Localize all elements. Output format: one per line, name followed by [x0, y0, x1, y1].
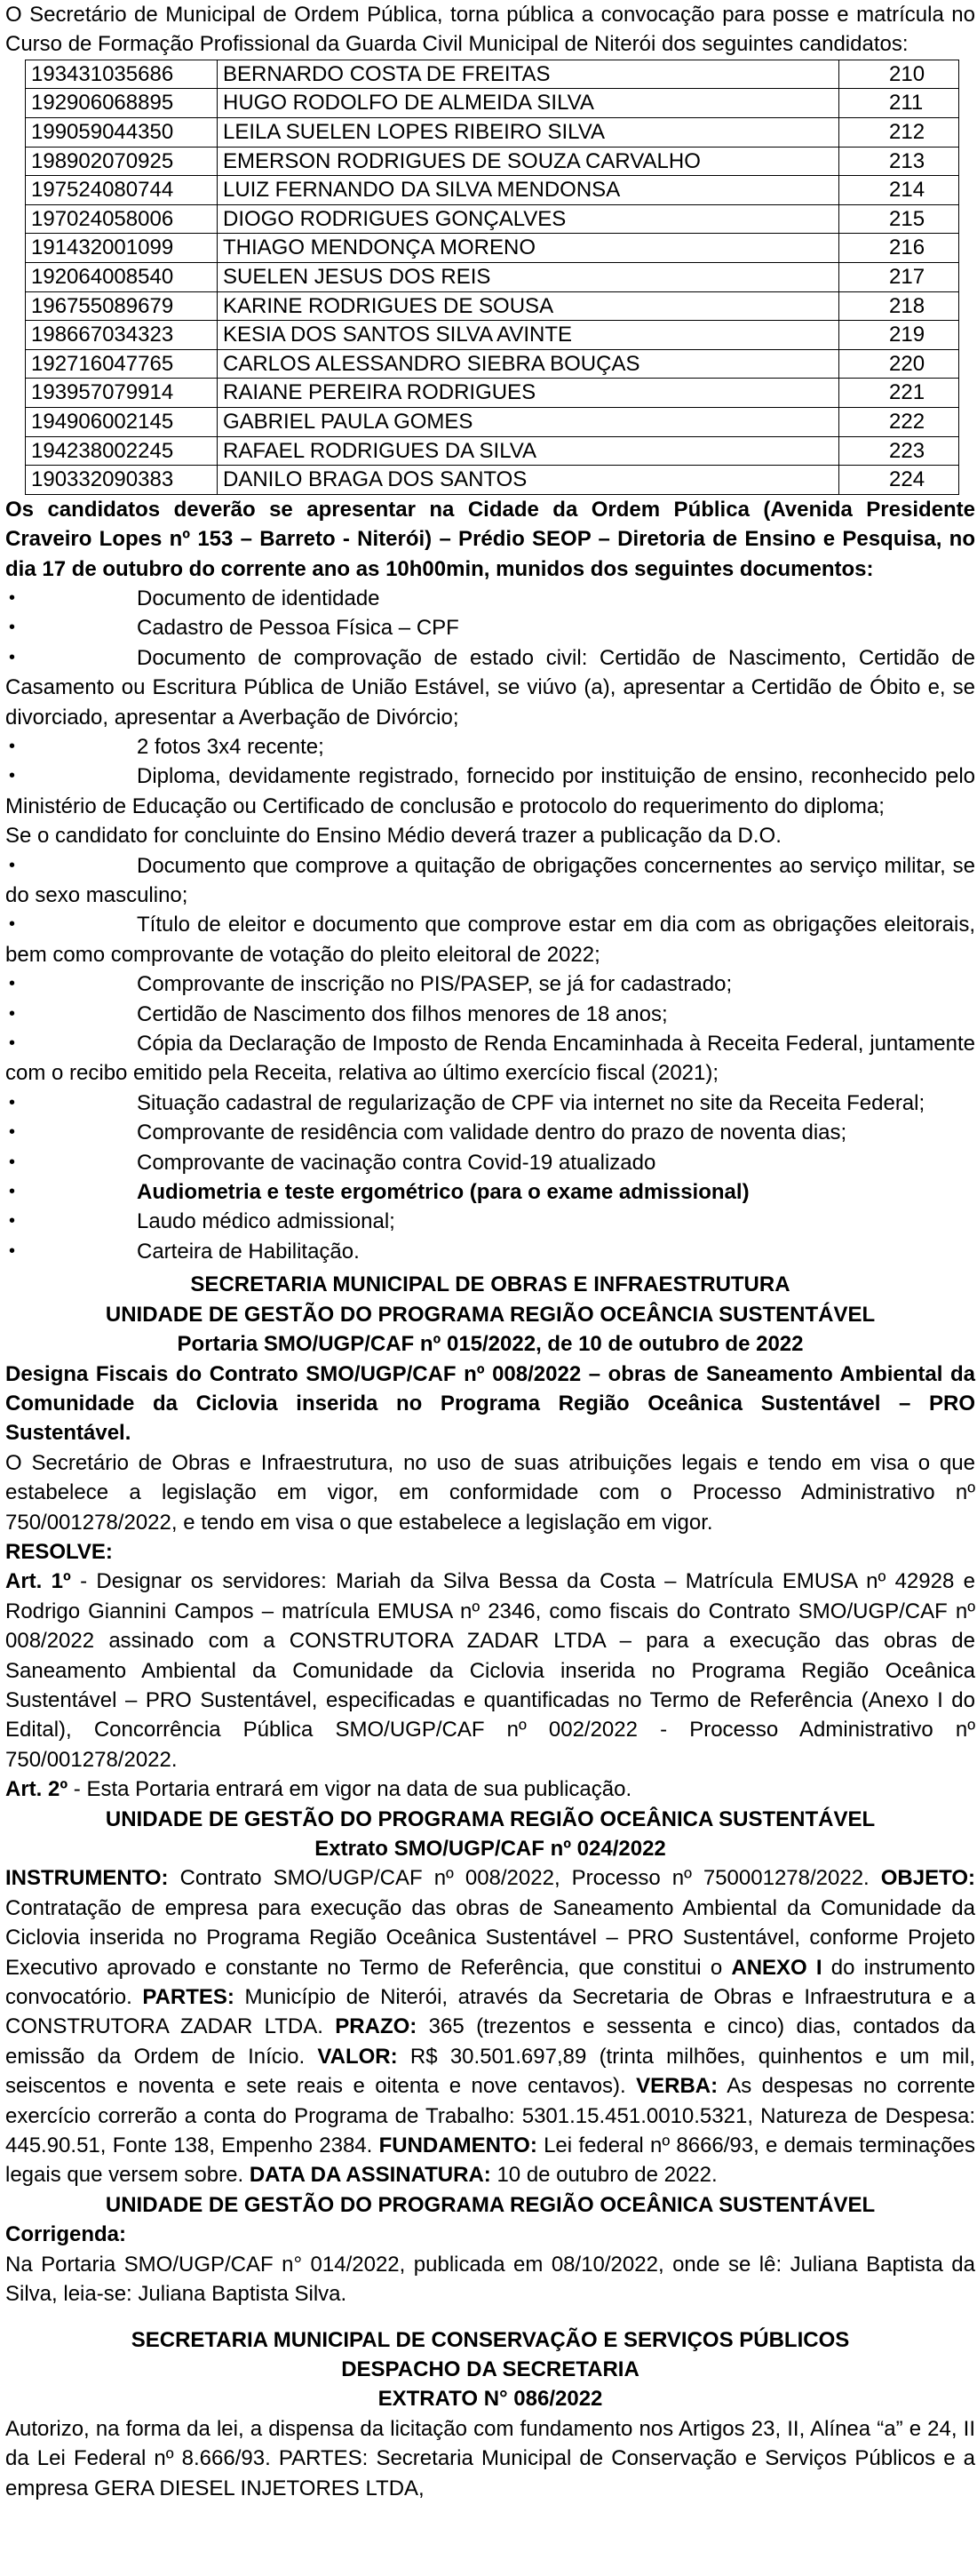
- candidates-table: [25, 60, 959, 495]
- table-row: [26, 234, 959, 263]
- candidate-name: DIOGO RODRIGUES GONÇALVES: [218, 204, 839, 234]
- candidate-name: RAIANE PEREIRA RODRIGUES: [218, 379, 839, 408]
- obras-heading: SECRETARIA MUNICIPAL DE OBRAS E INFRAESTRUTURA: [190, 1272, 790, 1297]
- candidate-name: HUGO RODOLFO DE ALMEIDA SILVA: [218, 89, 839, 118]
- list-item: [5, 910, 975, 969]
- list-item-text: Comprovante de vacinação contra Covid-19 atualizado: [137, 1150, 656, 1175]
- candidate-name: EMERSON RODRIGUES DE SOUZA CARVALHO: [218, 147, 839, 176]
- table-row: [26, 147, 959, 176]
- candidate-number: 218: [839, 291, 959, 321]
- candidate-id: 197024058006: [26, 204, 218, 234]
- obras-art2: [5, 1774, 975, 1804]
- candidate-id: 198902070925: [26, 147, 218, 176]
- candidate-number: 219: [839, 321, 959, 350]
- bullet-icon: •: [9, 914, 16, 935]
- list-item: [5, 1118, 975, 1147]
- candidate-id: 196755089679: [26, 291, 218, 321]
- art2-label: Art. 2º: [5, 1777, 68, 1802]
- documents-list: [5, 584, 975, 821]
- candidate-name: KARINE RODRIGUES DE SOUSA: [218, 291, 839, 321]
- list-item-text: Diploma, devidamente registrado, fornecido por instituição de ensino, reconhecido pelo Ministério de Educação ou Certificado de conclusão e protocolo do requerimento do diploma;: [5, 764, 975, 818]
- conservacao-heading: SECRETARIA MUNICIPAL DE CONSERVAÇÃO E SERVIÇOS PÚBLICOS: [131, 2327, 850, 2352]
- list-item: [5, 643, 975, 732]
- list-item: [5, 1089, 975, 1118]
- table-row: [26, 466, 959, 495]
- objeto-label: OBJETO:: [880, 1866, 975, 1891]
- partes-text: Município de Niterói, através da Secretaria de Obras e Infraestrutura e a CONSTRUTORA ZADAR LTDA.: [5, 1985, 975, 2039]
- list-item-text: Situação cadastral de regularização de CPF via internet no site da Receita Federal;: [137, 1090, 925, 1115]
- instrumento-label: INSTRUMENTO:: [5, 1866, 169, 1891]
- list-item: [5, 613, 975, 642]
- list-item: [5, 1177, 975, 1207]
- fundamento-label: FUNDAMENTO:: [378, 2133, 537, 2158]
- list-item: [5, 732, 975, 762]
- partes-label: PARTES:: [142, 1985, 234, 2010]
- bullet-icon: •: [9, 1240, 16, 1261]
- obras-body: O Secretário de Obras e Infraestrutura, no uso de suas atribuições legais e tendo em visa o que estabelece a legislação em vigor, em conformidade com o Processo Administrativo nº 750/001278/2022, e tendo em visa o que estabelece a legislação em vigor.: [5, 1450, 975, 1535]
- candidate-number: 214: [839, 176, 959, 205]
- list-item-text: Título de eleitor e documento que comprove estar em dia com as obrigações eleitorais, bem como comprovante de votação do pleito eleitoral de 2022;: [5, 913, 975, 967]
- candidate-number: 223: [839, 436, 959, 466]
- verba-text: As despesas no corrente exercício correrão a conta do Programa de Trabalho: 5301.15.451.0010.5321, Natureza de Despesa: 445.90.51, Fonte 138, Empenho 2384.: [5, 2074, 975, 2158]
- anexo-label: ANEXO I: [731, 1955, 822, 1980]
- bullet-icon: •: [9, 1152, 16, 1172]
- list-item-text: 2 fotos 3x4 recente;: [137, 734, 324, 759]
- documents-list-bold: [5, 1177, 975, 1207]
- documents-note: Se o candidato for concluinte do Ensino Médio deverá trazer a publicação da D.O.: [5, 824, 782, 849]
- candidate-number: 215: [839, 204, 959, 234]
- prazo-text: 365 (trezentos e sessenta e cinco) dias, contados da emissão da Ordem de Início.: [5, 2014, 975, 2069]
- bullet-icon: •: [9, 1182, 16, 1202]
- obras-resolve: RESOLVE:: [5, 1539, 113, 1564]
- bullet-icon: •: [9, 587, 16, 608]
- list-item: [5, 584, 975, 613]
- candidate-number: 212: [839, 118, 959, 148]
- bullet-icon: •: [9, 766, 16, 786]
- candidate-name: KESIA DOS SANTOS SILVA AVINTE: [218, 321, 839, 350]
- table-row: [26, 262, 959, 291]
- corrigenda-text: Na Portaria SMO/UGP/CAF n° 014/2022, publicada em 08/10/2022, onde se lê: Juliana Baptista da Silva, leia-se: Juliana Baptista Silva.: [5, 2252, 975, 2307]
- obras-designa: Designa Fiscais do Contrato SMO/UGP/CAF nº 008/2022 – obras de Saneamento Ambiental da Comunidade da Ciclovia inserida no Programa Região Oceânica Sustentável – PRO Sustentável.: [5, 1361, 975, 1446]
- candidate-number: 216: [839, 234, 959, 263]
- bullet-icon: •: [9, 1092, 16, 1113]
- list-item: [5, 851, 975, 911]
- candidate-name: CARLOS ALESSANDRO SIEBRA BOUÇAS: [218, 349, 839, 379]
- candidate-name: THIAGO MENDONÇA MORENO: [218, 234, 839, 263]
- art2-text: - Esta Portaria entrará em vigor na data de sua publicação.: [68, 1777, 632, 1802]
- candidate-id: 190332090383: [26, 466, 218, 495]
- bullet-icon: •: [9, 1211, 16, 1232]
- table-row: [26, 60, 959, 89]
- candidate-number: 211: [839, 89, 959, 118]
- extrato-heading: Extrato SMO/UGP/CAF nº 024/2022: [314, 1837, 666, 1861]
- documents-list-final: [5, 1207, 975, 1266]
- list-item: [5, 1000, 975, 1029]
- verba-label: VERBA:: [636, 2074, 719, 2099]
- data-assinatura-text: 10 de outubro de 2022.: [490, 2163, 718, 2188]
- instrumento-text: Contrato SMO/UGP/CAF nº 008/2022, Processo nº 750001278/2022.: [168, 1866, 881, 1891]
- list-item-text: Audiometria e teste ergométrico (para o exame admissional): [137, 1180, 750, 1205]
- list-item: [5, 762, 975, 821]
- bullet-icon: •: [9, 974, 16, 994]
- extrato-paragraph: [5, 1863, 975, 2189]
- list-item-text: Cadastro de Pessoa Física – CPF: [137, 616, 459, 641]
- table-row: [26, 118, 959, 148]
- list-item-text: Carteira de Habilitação.: [137, 1239, 360, 1264]
- obras-unit-heading: UNIDADE DE GESTÃO DO PROGRAMA REGIÃO OCEÂNCIA SUSTENTÁVEL: [105, 1302, 876, 1327]
- corrigenda-label: Corrigenda:: [5, 2222, 127, 2247]
- list-item-text: Documento de comprovação de estado civil: Certidão de Nascimento, Certidão de Casamento ou Escritura Pública de União Estável, se viúvo (a), apresentar a Certidão de Óbito e, se divorciado, apresentar a Averbação de Divórcio;: [5, 645, 975, 730]
- candidate-name: DANILO BRAGA DOS SANTOS: [218, 466, 839, 495]
- prazo-label: PRAZO:: [335, 2014, 417, 2039]
- candidate-id: 194238002245: [26, 436, 218, 466]
- bullet-icon: •: [9, 855, 16, 875]
- candidate-id: 192716047765: [26, 349, 218, 379]
- candidate-name: GABRIEL PAULA GOMES: [218, 407, 839, 436]
- table-row: [26, 407, 959, 436]
- candidate-number: 213: [839, 147, 959, 176]
- list-item-text: Comprovante de inscrição no PIS/PASEP, se já for cadastrado;: [137, 972, 733, 997]
- list-item-text: Cópia da Declaração de Imposto de Renda Encaminhada à Receita Federal, juntamente com o recibo emitido pela Receita, relativa ao último exercício fiscal (2021);: [5, 1032, 975, 1086]
- table-row: [26, 176, 959, 205]
- candidate-id: 198667034323: [26, 321, 218, 350]
- extrato-unit-heading: UNIDADE DE GESTÃO DO PROGRAMA REGIÃO OCEÂNICA SUSTENTÁVEL: [105, 1806, 876, 1831]
- conservacao-text: Autorizo, na forma da lei, a dispensa da licitação com fundamento nos Artigos 23, II, Alínea “a” e 24, II da Lei Federal nº 8.666/93. PARTES: Secretaria Municipal de Conservação e Serviços Públicos e a empresa GERA DIESEL INJETORES LTDA,: [5, 2416, 975, 2500]
- candidate-number: 221: [839, 379, 959, 408]
- bullet-icon: •: [9, 736, 16, 756]
- objeto-text-2: do instrumento convocatório.: [5, 1955, 976, 2010]
- intro-paragraph: O Secretário de Municipal de Ordem Pública, torna pública a convocação para posse e matrícula no Curso de Formação Profissional da Guarda Civil Municipal de Niterói dos seguintes candidatos:: [5, 3, 975, 57]
- candidate-name: RAFAEL RODRIGUES DA SILVA: [218, 436, 839, 466]
- candidate-name: SUELEN JESUS DOS REIS: [218, 262, 839, 291]
- candidate-id: 199059044350: [26, 118, 218, 148]
- candidate-id: 191432001099: [26, 234, 218, 263]
- candidate-number: 220: [839, 349, 959, 379]
- candidate-name: BERNARDO COSTA DE FREITAS: [218, 60, 839, 89]
- list-item-text: Documento de identidade: [137, 586, 380, 610]
- table-row: [26, 89, 959, 118]
- candidate-name: LUIZ FERNANDO DA SILVA MENDONSA: [218, 176, 839, 205]
- obras-portaria-heading: Portaria SMO/UGP/CAF nº 015/2022, de 10 de outubro de 2022: [177, 1332, 804, 1357]
- art1-label: Art. 1º: [5, 1569, 71, 1594]
- objeto-text: Contratação de empresa para execução das obras de Saneamento Ambiental da Comunidade da Ciclovia inserida no Programa Região Oceânica Sustentável – PRO Sustentável, conforme Projeto Executivo aprovado e constante no Termo de Referência, que constitui o: [5, 1895, 975, 1980]
- table-row: [26, 204, 959, 234]
- bullet-icon: •: [9, 618, 16, 638]
- list-item-text: Certidão de Nascimento dos filhos menores de 18 anos;: [137, 1001, 668, 1026]
- candidate-id: 194906002145: [26, 407, 218, 436]
- list-item-text: Comprovante de residência com validade dentro do prazo de noventa dias;: [137, 1121, 847, 1145]
- candidate-number: 210: [839, 60, 959, 89]
- list-item: [5, 1148, 975, 1177]
- corrigenda-unit-heading: UNIDADE DE GESTÃO DO PROGRAMA REGIÃO OCEÂNICA SUSTENTÁVEL: [105, 2192, 876, 2217]
- bullet-icon: •: [9, 647, 16, 667]
- documents-list-continued: [5, 851, 975, 1177]
- list-item: [5, 1237, 975, 1266]
- list-item-text: Laudo médico admissional;: [137, 1209, 395, 1234]
- list-item: [5, 1029, 975, 1089]
- table-row: [26, 379, 959, 408]
- candidate-name: LEILA SUELEN LOPES RIBEIRO SILVA: [218, 118, 839, 148]
- table-row: [26, 321, 959, 350]
- valor-label: VALOR:: [317, 2044, 398, 2069]
- obras-art1: [5, 1567, 975, 1774]
- bullet-icon: •: [9, 1122, 16, 1143]
- candidate-id: 193957079914: [26, 379, 218, 408]
- table-row: [26, 291, 959, 321]
- table-row: [26, 349, 959, 379]
- candidate-id: 197524080744: [26, 176, 218, 205]
- art1-text: - Designar os servidores: Mariah da Silva Bessa da Costa – Matrícula EMUSA nº 42928 e Rodrigo Giannini Campos – matrícula EMUSA nº 2346, como fiscais do Contrato SMO/UGP/CAF nº 008/2022 assinado com a CONSTRUTORA ZADAR LTDA – para a execução das obras de Saneamento Ambiental da Comunidade da Ciclovia inserida no Programa Região Oceânica Sustentável – PRO Sustentável, especificadas e quantificadas no Termo de Referência (Anexo I do Edital), Concorrência Pública SMO/UGP/CAF nº 002/2022 - Processo Administrativo nº 750/001278/2022.: [5, 1569, 975, 1772]
- candidate-id: 192064008540: [26, 262, 218, 291]
- candidate-number: 222: [839, 407, 959, 436]
- data-assinatura-label: DATA DA ASSINATURA:: [249, 2163, 491, 2188]
- bullet-icon: •: [9, 1003, 16, 1024]
- conservacao-despacho-heading: DESPACHO DA SECRETARIA: [341, 2357, 639, 2381]
- instructions-paragraph: Os candidatos deverão se apresentar na Cidade da Ordem Pública (Avenida Presidente Craveiro Lopes nº 153 – Barreto - Niterói) – Prédio SEOP – Diretoria de Ensino e Pesquisa, no dia 17 de outubro do corrente ano as 10h00min, munidos dos seguintes documentos:: [5, 497, 975, 581]
- list-item: [5, 969, 975, 999]
- candidate-id: 192906068895: [26, 89, 218, 118]
- valor-text: R$ 30.501.697,89 (trinta milhões, quinhentos e um mil, seiscentos e noventa e sete reais e oitenta e nove centavos).: [5, 2044, 975, 2099]
- candidate-number: 224: [839, 466, 959, 495]
- candidate-number: 217: [839, 262, 959, 291]
- conservacao-extrato-heading: EXTRATO N° 086/2022: [377, 2387, 603, 2412]
- fundamento-text: Lei federal nº 8666/93, e demais terminações legais que versem sobre.: [5, 2133, 976, 2188]
- table-row: [26, 436, 959, 466]
- list-item-text: Documento que comprove a quitação de obrigações concernentes ao serviço militar, se do sexo masculino;: [5, 853, 975, 907]
- candidate-id: 193431035686: [26, 60, 218, 89]
- list-item: [5, 1207, 975, 1236]
- bullet-icon: •: [9, 1033, 16, 1054]
